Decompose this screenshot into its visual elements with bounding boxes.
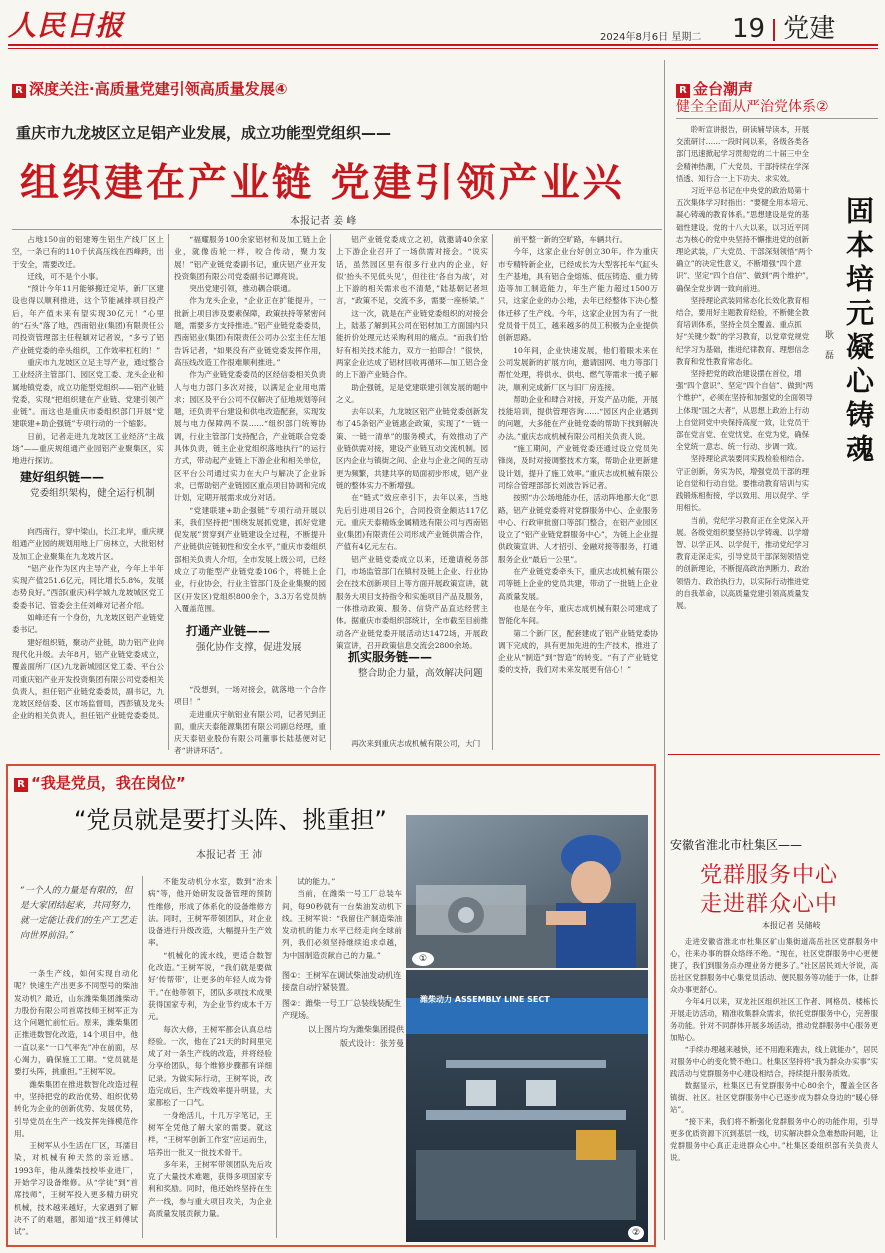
assembly-line-photo bbox=[406, 970, 648, 1242]
paragraph: 铝产业链党委成立之初，就邀请40余家上下游企业召开了一场供需对接会。“说实话，虽然园区里有很多行业内的企业，好似‘抬头不见低头见’，但往往‘各自为战’，对上下游的相关需求也不清楚，”陆基朝记者坦言，“政策不足，交流不多，需要一座桥梁。” bbox=[336, 235, 488, 306]
paragraph: 日前，记者走进九龙坡区工业经济“主战场”——重庆规组通产业园铝产业聚集区，实地进行探访。 bbox=[12, 431, 164, 466]
feature-byline: 本报记者 王 沛 bbox=[196, 850, 263, 861]
figure-caption-2: 图②：潍柴一号工厂总装线装配生产现场。 bbox=[282, 999, 402, 1020]
paragraph: 一身绝活儿，十几万字笔记，王树军全凭他了解大家的需要。就这样，“王树军创新工作室”应运而生，培养出一批又一批技术骨干。 bbox=[148, 1110, 272, 1157]
paragraph: 在“链式”效应牵引下，去年以来，当地先后引进项目26个，合同投资金额达117亿元。重庆天泰精炼金属精选有限公司与西南铝业(集团)有限责任公司形成产业链供需合作，产值有4亿元左右。 bbox=[336, 493, 488, 552]
page-divider bbox=[773, 19, 775, 41]
page-number: 19 bbox=[732, 14, 766, 44]
article-column-3 bbox=[336, 234, 488, 650]
paragraph: 这一次，就是在产业链党委组织的对接会上，陆基了解到其公司在铝材加工方面国内只能折价处理元达采购利用的痛点。“而我们恰好有相关技术能力，双方一拍即合！”很快，两家企业达成了铝材回收再循环—加工铝合金的上下游产业链合作。 bbox=[336, 308, 488, 380]
paragraph: 第二个新厂区，配套建成了铝产业链党委协调下完成的，具有更加先进的生产技术，推进了企业从“制造”到“智造”的转变。“有了产业链党委的支持，我们对未来发展更有信心！” bbox=[498, 628, 658, 675]
newspaper-logo: 人民日报 bbox=[8, 9, 125, 42]
section-label-text: 金台潮声 bbox=[693, 80, 754, 98]
paragraph: 作为龙头企业，“企业正在扩能提升，一批新上项目涉及要素保障，政策扶持等紧密问题，需要多方支持推进。”铝产业链党委委员，西南铝业(集团)有限责任公司办公室主任左旭告诉记者，“如果没有产业链党委发挥作用，高压线改造工作很难顺利推进。” bbox=[174, 296, 326, 367]
paragraph: 10年间，企业快速发展，他们着眼未来在公司发展新的扩展方向，邀请国网、电力等部门帮忙处理，将供水、供电、燃气等需求一揽子解决，顺利完成新厂区与旧厂房连接。 bbox=[498, 345, 658, 392]
feature-column-2 bbox=[148, 876, 272, 1242]
paragraph: 去年以来，九龙坡区铝产业链党委创新发布了45条铝产业链惠企政策，实现了“一链一策、一链一清单”的服务模式，有效推动了产业链供需对接，建设产业链互动交流机制。园区内企业与镇街之间、企业与企业之间的互动更为频繁，共建共享的局面初步形成，铝产业链的整体实力不断增强。 bbox=[336, 407, 488, 490]
paragraph: 帮助企业和肆合对接，开发产品功能，开展技能培训，提供管理咨询……“园区内企业遇到的问题，大多能在产业链党委的帮助下找到解决办法。”重庆志成机械有限公司相关负责人说。 bbox=[498, 394, 658, 441]
right-bottom-rule bbox=[668, 754, 880, 755]
photo-marker-2: ② bbox=[628, 1226, 644, 1240]
figure-caption-1: 图①：王树军在调试柴油发动机连接盘自动拧紧装置。 bbox=[282, 971, 402, 992]
paragraph: 迁线，可不是个小事。 bbox=[27, 271, 104, 281]
article-kicker: 重庆市九龙坡区立足铝产业发展，成立功能型党组织—— bbox=[16, 124, 392, 142]
huaibei-byline: 本报记者 吴储岐 bbox=[762, 921, 821, 930]
paragraph: 向西南行，穿中梁山，长江北岸，重庆规组通产业园的规划用地上厂房林立，大批铝材及加工企业聚集在九龙坡片区。 bbox=[12, 527, 164, 561]
photo-marker-1: ① bbox=[412, 952, 434, 966]
paragraph: 当前，在潍柴一号工厂总装车间，每90秒就有一台柴油发动机下线。王树军说：“我留住产制造柴油发动机的能力水平已经走向全球前列，我们必须坚持继续追求卓越，为中国制造贡献自己的力量。” bbox=[282, 889, 402, 960]
masthead bbox=[0, 0, 885, 44]
assembly-line-illustration bbox=[406, 970, 648, 1242]
paragraph: 一条生产线，如何实现自动化呢？快速生产出更多不同型号的柴油发动机？最近，山东潍柴集团潍柴动力股份有限公司首席技师王树军正为这个问题忙前忙后。原来，潍柴集团正推进数智化改造，14个项目中，他一直以来“一口气率先”冲在前面，尽心竭力，确保施工工期。“党员就是要打头阵，挑重担。”王树军说。 bbox=[14, 969, 138, 1077]
paragraph: “没想到，一场对接会，就落地一个合作项目！” bbox=[174, 685, 326, 707]
headline-divider bbox=[12, 229, 662, 230]
column-rule bbox=[276, 876, 277, 1238]
paragraph: 当前，党纪学习教育正在全党深入开展。各级党组织要坚持以学铸魂、以学增智、以学正风、以学促干，推动党纪学习教育走深走实，引导党员干部深刻领悟党的创新理论，不断提高政治判断力、政治领悟力、政治执行力，以实际行动推进党的自我革命，以高质量党建引领高质量发展。 bbox=[676, 515, 810, 610]
assembly-line-banner: 潍柴动力 ASSEMBLY LINE SECT bbox=[420, 995, 550, 1004]
huaibei-kicker: 安徽省淮北市杜集区—— bbox=[670, 838, 803, 852]
paragraph: 习近平总书记在中央党的政治局第十五次集体学习时指出：“要健全用本培元、凝心铸魂的教育体系。”思想建设是党的基础性建设。党的十八大以来，以习近平同志为核心的党中央坚持不懈推进党的创新理论武装，广大党员、干部深刻领悟“两个确立”的决定性意义，不断增强“四个意识”、坚定“四个自信”、做到“两个维护”，确保全党步调一致向前进。 bbox=[676, 186, 814, 293]
feature-column-1 bbox=[14, 968, 138, 1242]
huaibei-body bbox=[670, 936, 878, 1247]
article-headline: 组织建在产业链 党建引领产业兴 bbox=[20, 161, 625, 206]
paragraph: 按照“办公场地能办任，活动阵地都大化”思路，铝产业链党委将对党群服务中心、企业服务中心、行政审批窗口等部门整合，在铝产业园区设立了“铝产业链党群服务中心”，为链上企业提供政策宣讲、人才招引、金融对接等服务，打通服务企业“最后一公里”。 bbox=[498, 493, 658, 564]
paragraph: “接下来，我们将不断强化党群服务中心的功能作用，引导更多优质资源下沉到基层一线，切实解决群众急难愁盼问题，让党群服务中心真正走进群众心中。”杜集区委组织部有关负责人说。 bbox=[670, 1117, 878, 1162]
subline-industry-chain: 强化协作支撑，促进发展 bbox=[196, 642, 302, 653]
paragraph: “施工期间，产业链党委还通过设立党员先锋岗，及时对接调整技术方案，帮助企业更新建设计划，提升了施工效率。”重庆志成机械有限公司综合管理部部长刘波告诉记者。 bbox=[498, 444, 658, 490]
commentary-title-1: 固本培元 bbox=[842, 196, 875, 332]
feature-column-3 bbox=[282, 876, 402, 966]
feature-headline: “党员就是要打头阵、挑重担” bbox=[74, 806, 387, 834]
subline-service-chain: 整合助企力量，高效解决问题 bbox=[358, 668, 483, 679]
paragraph: 再次来到重庆志成机械有限公司，大门 bbox=[351, 739, 481, 748]
huaibei-headline-line2: 走进群众心中 bbox=[700, 892, 839, 917]
worker-photo-illustration bbox=[406, 815, 648, 968]
subhead-organization-chain: 建好组织链—— bbox=[20, 470, 105, 484]
paragraph: 坚持理论武装同常态化长效化教育相结合，要用好主题教育经验，不断健全教育培训体系，坚持全员全覆盖、重点抓好“关键少数”的学习教育，以党章党规党纪学习为基础，推进纪律教育、理想信念教育和党性教育常态化。 bbox=[676, 295, 810, 366]
column-rule bbox=[142, 876, 143, 1238]
paragraph: 每次大修，王树军都会认真总结经验。一次，他在了21天的时间里完成了对一条生产线的改造，并将经验分享给团队，每个维修步骤都有详细记录。为做实际行动，王树军说，改造完成后，生产线效率提升明显，大家都松了一口气。 bbox=[148, 1024, 272, 1108]
section-rule bbox=[664, 60, 665, 1240]
paragraph: 也是在今年，重庆志成机械有限公司建成了智能化车间。 bbox=[498, 603, 658, 626]
layout-designer: 版式设计：张芳曼 bbox=[340, 1039, 404, 1048]
column-rule bbox=[330, 234, 331, 750]
paragraph: 多年来，王树军带领团队先后攻克了大量技术难题，获得多项国家专利和奖励。同时，他还始终坚持在生产一线，参与重大项目攻关，为企业高质量发展贡献力量。 bbox=[148, 1159, 272, 1219]
subhead-industry-chain: 打通产业链—— bbox=[186, 624, 271, 638]
paragraph: 数据显示，杜集区已有党群服务中心80余个，覆盖全区各镇街、社区。社区党群服务中心已逐步成为群众身边的“暖心驿站”。 bbox=[670, 1081, 878, 1114]
article-column-2b bbox=[174, 684, 326, 756]
article-column-2 bbox=[174, 234, 326, 613]
paragraph: 今年，这家企业台好创立30年。作为重庆市专精特新企业，已经成长为大型客托车气缸头生产基地，具有铝合金熔炼、低压铸造、重力铸造等加工制造能力，年生产能力超过1500万只，这家企业的办公地，去年已经整体下决心整体迁移了生产线。今年，这家企业因为有了一批党员骨干员工，越来越多的员工积极为企业提供创新思路。 bbox=[498, 247, 658, 343]
commentary-author: 耿 磊 bbox=[823, 330, 833, 363]
photo-credit: 以上图片均为潍柴集团提供 bbox=[308, 1025, 404, 1034]
section-label-text: 深度关注·高质量党建引领高质量发展④ bbox=[29, 80, 288, 98]
paragraph: 走进重庆宇航铝业有限公司，记者见到正面，重庆天泰能源集团有限公司副总经理，重庆天泰铝业股份有限公司董事长陆基便对记者“讲讲环话”。 bbox=[174, 709, 326, 756]
paragraph: “预计今年11月能够搬迁定毕，新厂区建设也得以顺利推进，这个节能减排项目投产后，年产值未来有望实现30亿元！”心里的“石头”落了地，西南铝业(集团)有限责任公司投资管理部主任程颖对记者说，“多亏了铝产业链党委的牵头组织，工作效率杠杠的！” bbox=[12, 284, 164, 355]
worker-photo bbox=[406, 815, 648, 968]
paragraph: 建好组织链，聚动产业链，助力铝产业向现代化升级。去年8月，铝产业链党委成立，覆盖面所厂(区)九龙新城园区党工委、平台公司重庆铝产业开发投资集团有限公司党委相关负责人，担任铝产业链党委委员，副书记，九龙坡区经信委、区市场监督局，西彭镇及龙头企业的相关负责人，担任铝产业链党委委员。 bbox=[12, 637, 164, 721]
paragraph: 走进安徽省淮北市杜集区矿山集街道高岳社区党群服务中心，往来办事的群众络绎不绝。“现在，社区党群服务中心更便捷了，我们到服务点办理业务方便多了。”社区居民刘大爷说，高岳社区党群服务中心集党员活动、便民服务等功能于一体，让群众办事更舒心。 bbox=[670, 937, 878, 994]
masthead-rule-thin bbox=[8, 48, 878, 49]
masthead-rule bbox=[8, 44, 878, 46]
huaibei-headline-line1: 党群服务中心 bbox=[700, 863, 839, 888]
paragraph: 在产业链党委牵头下，重庆志成机械有限公司等链上企业的党员共建，带动了一批链上企业高质量发展。 bbox=[498, 567, 658, 601]
subhead-service-chain: 抓实服务链—— bbox=[348, 650, 433, 664]
paragraph: 聆听宣讲报告，研读辅导读本，开展交流研讨……一段时间以来，各级各类各部门迅速掀起学习贯彻党的二十届三中全会精神热潮，广大党员、干部持续在学深悟透、知行合一上下功夫、求实效。 bbox=[676, 125, 810, 183]
column-rule bbox=[168, 234, 169, 750]
paragraph: 助企强链，足是党建联建引领发展的题中之义。 bbox=[336, 382, 488, 404]
section-name: 党建 bbox=[783, 14, 836, 44]
paragraph: 今年4月以来，双龙社区组织社区工作者、网格员、楼栋长开展走访活动，精准收集群众需求，依托党群服务中心，完善服务功能。针对不同群体开展多场活动，推动党群服务中心服务更加贴心。 bbox=[670, 997, 878, 1042]
paragraph: 潍柴集团在推进数智化改造过程中，坚持把党的政治优势、组织优势转化为企业的创新优势、发展优势，引导党员在生产一线发挥先锋模范作用。 bbox=[14, 1079, 138, 1138]
issue-date: 2024年8月6日 星期二 bbox=[600, 32, 702, 43]
article-column-1b bbox=[12, 526, 164, 752]
paragraph: 前平整一新的空旷路，车辆共行。 bbox=[513, 235, 628, 244]
section-label-deep-focus bbox=[12, 78, 287, 99]
article-column-4 bbox=[498, 234, 658, 750]
paragraph: 坚持把党的政治建设摆在首位，增强“四个意识”、坚定“四个自信”、做到“两个维护”，必须在坚持和加强党的全面领导上体现“国之大者”，从思想上政治上行动上自觉同党中央保持高度一致，让党员干部在党言党、在党忧党、在党为党，确保全党统一意志、统一行动、步调一致。 bbox=[676, 369, 814, 452]
subline-organization-chain: 党委组织架构，健全运行机制 bbox=[30, 488, 155, 499]
paragraph: 占地150亩的铝建筹生铝生产线厂区上空，一条已有的110千伏高压线在西峰跨，出于安全，需要改迁。 bbox=[12, 235, 164, 269]
section-label-text: “我是党员，我在岗位” bbox=[31, 774, 186, 792]
paragraph: 坚持理论武装要同实践检验相结合。守正创新，务实为民，增强党员干部的理论自觉和行动自觉。要推动教育培训与实践锻炼相衔接，学以致用、用以促学、学用相长。 bbox=[676, 454, 810, 513]
section-tag-icon: R bbox=[676, 84, 690, 98]
section-tag-icon: R bbox=[14, 778, 28, 792]
commentary-body bbox=[676, 124, 814, 750]
page-indicator bbox=[732, 8, 835, 45]
section-label-on-duty bbox=[14, 772, 186, 793]
commentary-rule bbox=[676, 118, 878, 119]
article-column-3b bbox=[336, 738, 488, 752]
article-byline: 本报记者 姜 峰 bbox=[290, 216, 357, 227]
paragraph: 不能发动机分水室，数到“治未病”等，他开始研发设备管理的预防性维修，形成了体系化的设备维修方法。同时，王树军带领团队，对企业设备进行升级改造，大幅提升生产效率。 bbox=[148, 877, 272, 948]
section-tag-icon: R bbox=[12, 84, 26, 98]
paragraph: “机械化的流水线，更适合数智化改造。”王树军说，“我们就是要做好‘传帮带’，让更多的年轻人成为骨干。”在他带领下，团队多项技术成果获得国家专利，为企业节约成本千万元。 bbox=[148, 950, 272, 1022]
paragraph: “福耀服务100余家铝材和及加工链上企业，就像齿轮一样，咬合传动，聚力发展！”铝产业链党委副书记，重庆铝产业开发投资集团有限公司党委副书记谭亮说。 bbox=[174, 235, 326, 281]
paragraph: 如峰还有一个身份，九龙坡区铝产业链党委书记。 bbox=[12, 613, 164, 635]
paragraph: 铝产业链党委成立以来，还邀请税务部门，市场监管部门在镇村及链上企业、行业协会在技术创新项目上等方面开展政策宣讲，就服务大项目支持指令和实施项目产品及服务，一体推动政策、服务、信贷产品直达经营主体。据重庆市委组织部统计，全市截至目前推动各产业链党委开展活动达1472场，开展政策宣讲，召开政策信息交流会2800余场。 bbox=[336, 554, 488, 650]
paragraph: 试的能力。” bbox=[297, 877, 336, 886]
commentary-series-title: 健全全面从严治党体系② bbox=[676, 99, 829, 115]
feature-pull-quote: “一个人的力量是有限的，但是大家团结起来，共同努力，就一定能让我们的生产工艺走向世界前沿。” bbox=[20, 886, 138, 941]
paragraph: 王树军从小生活在厂区，耳濡目染，对机械有种天然的亲近感。1993年，他从潍柴技校毕业进厂，开始学习设备维修。从“学徒”到“首席技师”，王树军投入更多精力研究机械，技术越来越好，大家遇到了解决不了的难题，都知道“找王师傅试试”。 bbox=[14, 1141, 138, 1237]
paragraph: “党建联建+助企强链”专项行动开展以来，我们坚持把“围绕发展抓党建，抓好党建促发展”贯穿到产业链建设全过程，不断提升产业链供应链韧性和安全水平，”重庆市委组织部相关负责人介绍，全市发展上级公司，已经成立了功能型产业链党委106个，将链上企业，行业协会，行业主管部门及企业集聚的园区(开发区)党组织800余个，3.3万名党员纳入覆盖范围。 bbox=[174, 505, 326, 613]
article-column-1 bbox=[12, 234, 164, 466]
paragraph: 突出党建引领，推动耦合联通。 bbox=[189, 284, 296, 294]
paragraph: 重庆市九龙坡区立足主导产业，通过整合工业经济主管部门、园区党工委、龙头企业和属地镇党委，成立功能型党组织——铝产业链党委，实现“把组织建在产业链、党建引领产业链”。而这也是重庆市委组织部门开展“党建联建+助企强链”专项行动的一个缩影。 bbox=[12, 357, 164, 429]
paragraph: 作为产业链党委委员的区经信委相关负责人与电力部门多次对接，以满足企业用电需求；园区及平台公司不仅解决了征地规划等问题，还负责平台建设和供电改造配套，实现发展与电力保障两不误……“组织部门统筹协调，行业主管部门支持配合，产业链联合党委具体负责，链主企业党组织落地执行”的运行方式，带动起产业链上下游企业和相关单位，区平台公司通过实力在大户与解决了企业诉求，已帮助铝产业链园区重点项目协调和完成计划，定期开展需求成分对话。 bbox=[174, 370, 326, 503]
commentary-title-2: 凝心铸魂 bbox=[842, 332, 875, 468]
column-rule bbox=[492, 234, 493, 750]
paragraph: “手续办理越来越快，还不用跑来跑去，线上就能办”，居民对服务中心的变化赞不绝口。杜集区坚持将“我为群众办实事”实践活动与党群服务中心建设相结合，持续提升服务质效。 bbox=[670, 1045, 878, 1078]
paragraph: “铝产业作为区内主导产业，今年上半年实现产值251.6亿元，同比增长5.8%，发展态势良好。”西部(重庆)科学城九龙坡城区党工委委书记、管委会主任刘峰对记者介绍。 bbox=[12, 563, 164, 610]
